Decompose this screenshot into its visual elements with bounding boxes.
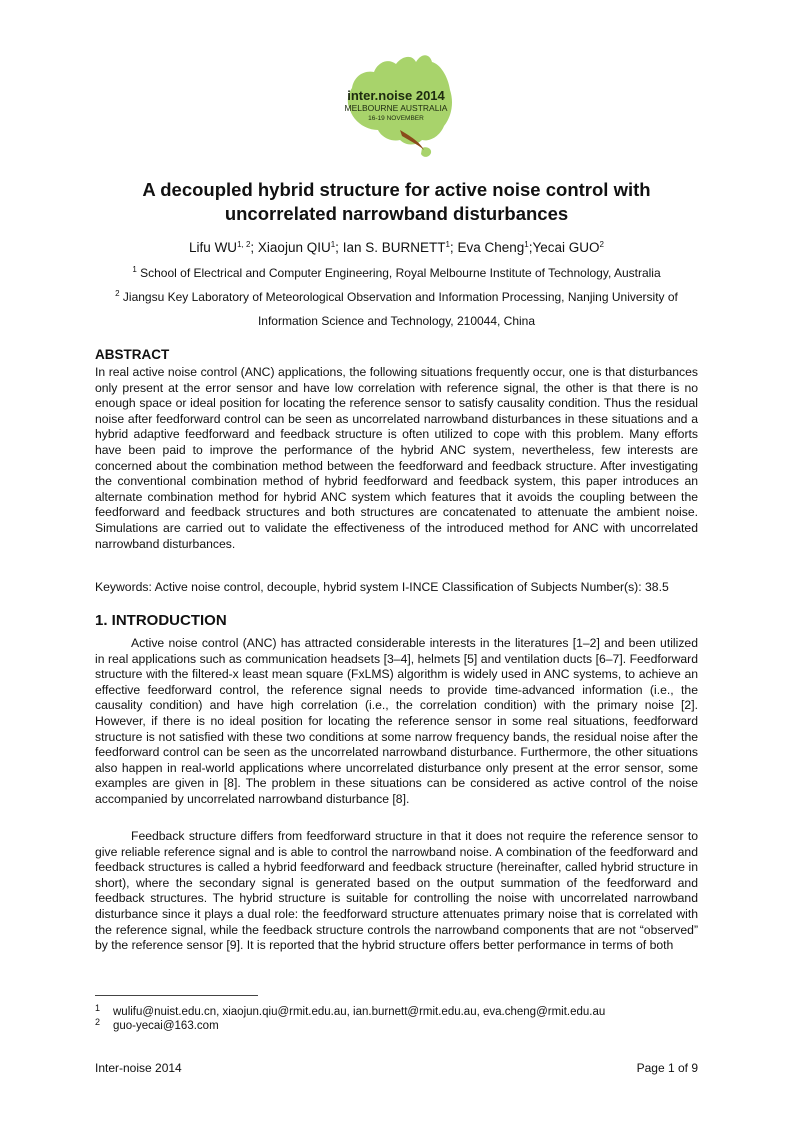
conference-logo [330, 50, 460, 162]
author-name: Xiaojun QIU [257, 240, 331, 255]
footer-conference-name: Inter-noise 2014 [95, 1061, 182, 1075]
footnote-number: 2 [95, 1017, 101, 1027]
author-name: Eva Cheng [457, 240, 525, 255]
author-list: Lifu WU$^{1, 2}$; Xiaojun QIU$^1$; Ian S. BURNETT$^1$; Eva Cheng$^1$;Yecai GUO$^2$ [189, 240, 604, 255]
footnote-number: 1 [95, 1003, 101, 1013]
logo-line-2: MELBOURNE AUSTRALIA [344, 103, 448, 113]
author-affiliation-mark: 1 [445, 240, 450, 249]
author-name: Yecai GUO [532, 240, 600, 255]
affiliation-number: 2 [115, 289, 120, 298]
author-affiliation-mark: 1 [524, 240, 529, 249]
affiliation-text: School of Electrical and Computer Engineering, Royal Melbourne Institute of Technology, Australia [140, 266, 661, 280]
abstract-heading: ABSTRACT [95, 347, 170, 362]
logo-line-1: inter.noise 2014 [347, 88, 445, 103]
footnote-2 [95, 1015, 219, 1033]
author-name: Lifu WU [189, 240, 238, 255]
footnote-text: guo-yecai@163.com [113, 1020, 219, 1032]
footnote-divider [95, 995, 258, 996]
footnote-text: wulifu@nuist.edu.cn, xiaojun.qiu@rmit.edu.au, ian.burnett@rmit.edu.au, eva.cheng@rmit.edu.au [113, 1006, 606, 1018]
logo-line-3: 16-19 NOVEMBER [368, 115, 424, 122]
author-name: Ian S. BURNETT [342, 240, 446, 255]
keywords-line: Keywords: Active noise control, decouple, hybrid system I-INCE Classification of Subjects Number(s): 38.5 [95, 580, 669, 594]
affiliation-text: Jiangsu Key Laboratory of Meteorological Observation and Information Processing, Nanjing University of Information Science and Technology, 210044, China [122, 290, 678, 328]
introduction-paragraph-2: Feedback structure differs from feedforward structure in that it does not require the reference sensor to give reliable reference signal and is able to control the narrowband noise. A combination of the feedforward and feedback structures is called a hybrid feedforward and feedback structure (hereinafter, called hybrid structure in short), where the secondary signal is generated based on the output summation of the feedforward and feedback structures. The hybrid structure is suitable for controlling the noise with uncorrelated narrowband disturbance since it plays a dual role: the feedforward structure attenuates primary noise that is correlated with the reference signal, while the feedback structure controls the narrowband components that are not “observed” by the reference sensor [9]. It is reported that the hybrid structure offers better performance in terms of both [95, 829, 698, 953]
affiliation-1 [95, 261, 698, 285]
introduction-paragraph-1: Active noise control (ANC) has attracted considerable interests in the literatures [1–2] and been utilized in real applications such as communication headsets [3–4], helmets [5] and ventilation ducts [6–7]. Feedforward structure with the filtered-x least mean square (FxLMS) algorithm is widely used in ANC systems, to achieve an effective feedforward control, the reference signal needs to provide time-advanced information (i.e., the causality condition) and have high correlation (i.e., the correlation condition) with the primary noise [2]. However, if there is no ideal position for locating the reference sensor in some real situations, feedforward structure is not satisfied with these two conditions at some narrow frequency bands, the residual noise after the feedforward control can be seen as the uncorrelated narrowband disturbance. Furthermore, the other situations also happen in real-world applications where uncorrelated disturbance only present at the error sensor, some examples are given in [8]. The problem in these situations can be considered as active control of the noise accompanied by uncorrelated narrowband disturbance [8]. [95, 636, 698, 806]
author-affiliation-mark: 1, 2 [237, 240, 251, 249]
abstract-text: In real active noise control (ANC) applications, the following situations frequently occur, one is that disturbances only present at the error sensor and have low correlation with reference signal, the other is that there is no enough space or ideal position for locating the reference sensor to satisfy causality condition. Thus the residual noise after feedforward control can be seen as uncorrelated narrowband disturbances in these situations and a hybrid adaptive feedforward and feedback structure is often utilized to cope with this problem. Many efforts have been paid to improve the performance of the hybrid ANC system, nevertheless, few interests are concerned about the combination method between the feedforward and feedback structure. After investigating the conventional combination method of hybrid feedforward and feedback system, this paper introduces an alternate combination method for hybrid ANC system which features that it avoids the coupling between the feedforward and feedback structures and both structures are concatenated to attenuate the ambient noise. Simulations are carried out to validate the effectiveness of the introduced method for ANC with uncorrelated narrowband disturbances. [95, 365, 698, 551]
affiliation-2 [95, 285, 698, 333]
author-affiliation-mark: 1 [330, 240, 336, 249]
footer-page-number: Page 1 of 9 [636, 1061, 698, 1075]
section-heading-introduction: 1. INTRODUCTION [95, 612, 227, 629]
paper-title: A decoupled hybrid structure for active noise control with uncorrelated narrowband disturbances [142, 179, 651, 224]
author-affiliation-mark: 2 [599, 240, 604, 249]
affiliation-number: 1 [132, 265, 137, 274]
tasmania-shape [421, 147, 431, 157]
